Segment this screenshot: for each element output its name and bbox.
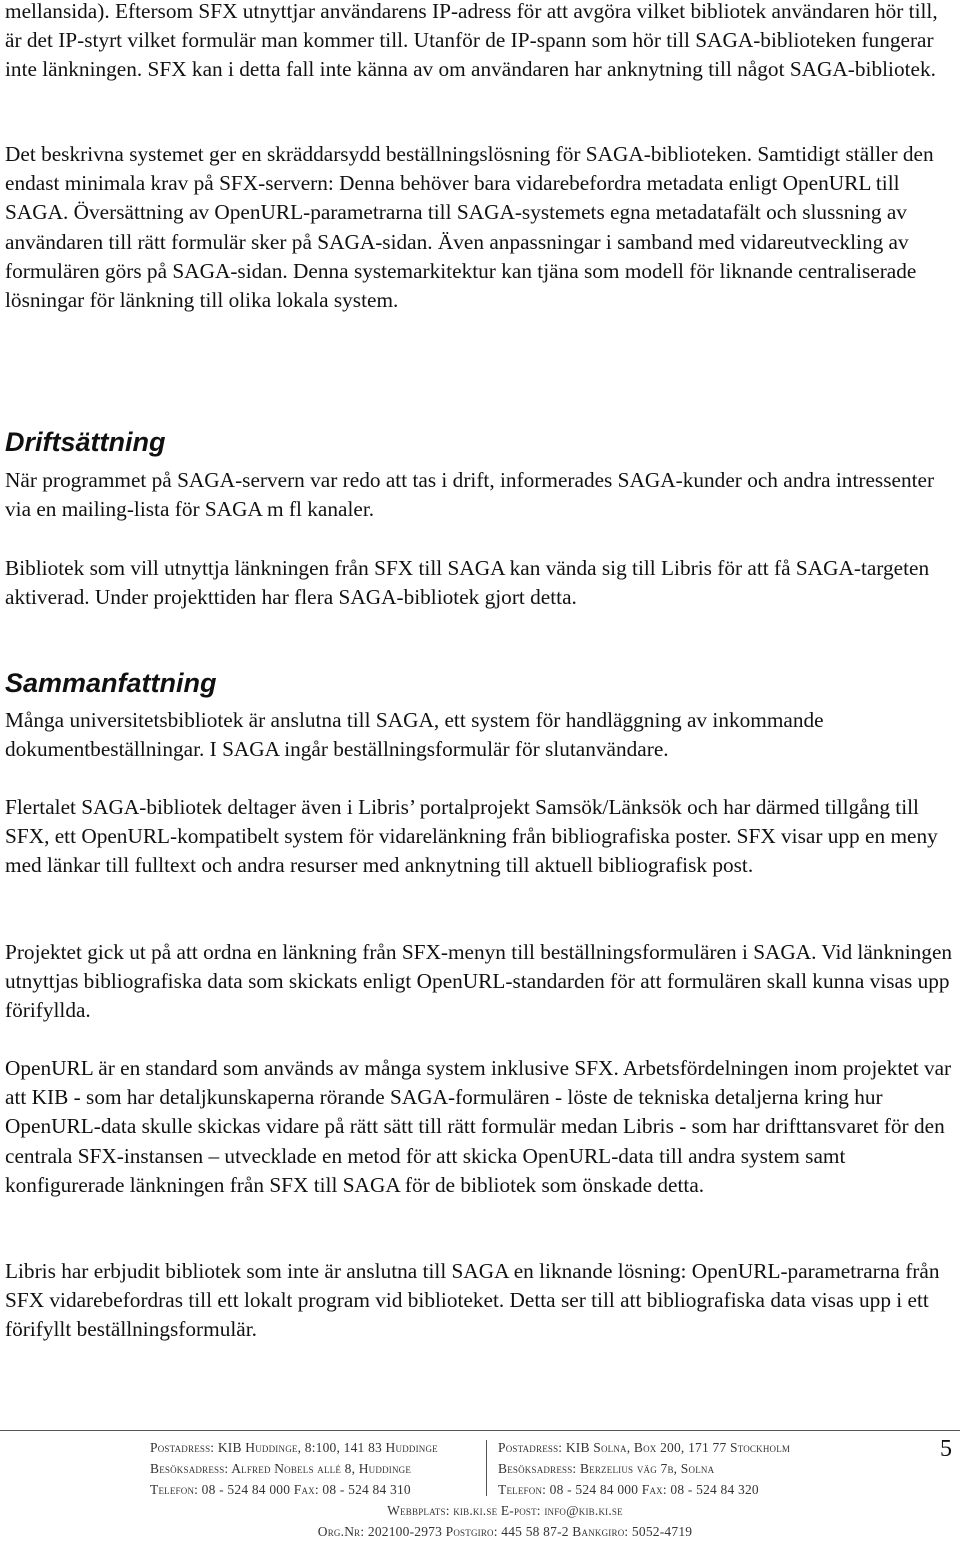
footer-huddinge-column xyxy=(150,1437,480,1500)
footer-address-block xyxy=(150,1437,870,1537)
intro-paragraph-1: mellansida). Eftersom SFX utnyttjar användarens IP-adress för att avgöra vilket bibliotek användaren hör till, är det IP-styrt vilket formulär man kommer till. Utanför de IP-spann som hör till SAGA-biblioteken fungerar inte länkningen. SFX kan i detta fall inte känna av om användaren har anknytning till något SAGA-bibliotek. xyxy=(5,0,938,82)
footer-solna-column xyxy=(498,1437,878,1500)
footer-huddinge-visit: Besöksadress: Alfred Nobels allé 8, Huddinge xyxy=(150,1461,412,1476)
footer-solna-visit: Besöksadress: Berzelius väg 7b, Solna xyxy=(498,1461,715,1476)
driftsattning-paragraph-1: När programmet på SAGA-servern var redo att tas i drift, informerades SAGA-kunder och andra intressenter via en mailing-lista för SAGA m fl kanaler. xyxy=(5,468,935,522)
driftsattning-paragraph-2: Bibliotek som vill utnyttja länkningen från SFX till SAGA kan vända sig till Libris för att få SAGA-targeten aktiverad. Under projekttiden har flera SAGA-bibliotek gjort detta. xyxy=(5,556,930,610)
section-heading-driftsattning: Driftsättning xyxy=(5,427,166,457)
footer-org-numbers: Org.Nr: 202100-2973 Postgiro: 445 58 87-2 Bankgiro: 5052-4719 xyxy=(317,1524,693,1539)
footer-huddinge-postal: Postadress: KIB Huddinge, 8:100, 141 83 Huddinge xyxy=(150,1440,438,1455)
footer-column-separator xyxy=(486,1440,487,1496)
footer-solna-phone: Telefon: 08 - 524 84 000 Fax: 08 - 524 84 320 xyxy=(498,1482,759,1497)
intro-paragraph-2: Det beskrivna systemet ger en skräddarsydd beställningslösning för SAGA-biblioteken. Samtidigt ställer den endast minimala krav på SFX-servern: Denna behöver bara vidarebefordra metadata enligt OpenURL till SAGA. Översättning av OpenURL-parametrarna till SAGA-systemets egna metadatafält och slussning av användaren till rätt formulär sker på SAGA-sidan. Även anpassningar i samband med vidareutveckling av formulären görs på SAGA-sidan. Denna systemarkitektur kan tjäna som modell för liknande centraliserade lösningar för länkning till olika lokala system. xyxy=(5,142,934,313)
footer-web-email: Webbplats: kib.ki.se E-post: info@kib.ki.se xyxy=(387,1503,623,1518)
footer-solna-postal: Postadress: KIB Solna, Box 200, 171 77 Stockholm xyxy=(498,1440,791,1455)
sammanfattning-paragraph-5: Libris har erbjudit bibliotek som inte är anslutna till SAGA en liknande lösning: OpenURL-parametrarna från SFX vidarebefordras till ett lokalt program vid biblioteket. Detta ser till att bibliografiska data visas upp i ett förifyllt beställningsformulär. xyxy=(5,1259,940,1342)
section-heading-sammanfattning: Sammanfattning xyxy=(5,668,217,698)
sammanfattning-paragraph-1: Många universitetsbibliotek är anslutna till SAGA, ett system för handläggning av inkommande dokumentbeställningar. I SAGA ingår beställningsformulär för slutanvändare. xyxy=(5,708,824,762)
sammanfattning-paragraph-4: OpenURL är en standard som används av många system inklusive SFX. Arbetsfördelningen inom projektet var att KIB - som har detaljkunskaperna rörande SAGA-formulären - löste de tekniska detaljerna kring hur OpenURL-data skulle skickas vidare på rätt sätt till rätt formulär medan Libris - som har drifttansvaret för den centrala SFX-instansen – utvecklade en metod för att skicka OpenURL-data till andra system samt konfigurerade länkningen från SFX till SAGA för de bibliotek som önskade detta. xyxy=(5,1056,952,1197)
sammanfattning-paragraph-2: Flertalet SAGA-bibliotek deltager även i Libris’ portalprojekt Samsök/Länksök och har därmed tillgång till SFX, ett OpenURL-kompatibelt system för vidarelänkning från bibliografiska poster. SFX visar upp en meny med länkar till fulltext och andra resurser med anknytning till aktuell bibliografisk post. xyxy=(5,795,938,878)
footer-huddinge-phone: Telefon: 08 - 524 84 000 Fax: 08 - 524 84 310 xyxy=(150,1482,411,1497)
footer-divider xyxy=(0,1430,960,1431)
page-number: 5 xyxy=(940,1436,952,1462)
sammanfattning-paragraph-3: Projektet gick ut på att ordna en länkning från SFX-menyn till beställningsformulären i SAGA. Vid länkningen utnyttjas bibliografiska data som skickats enligt OpenURL-standarden för att formulären skall kunna visas upp förifyllda. xyxy=(5,940,953,1023)
